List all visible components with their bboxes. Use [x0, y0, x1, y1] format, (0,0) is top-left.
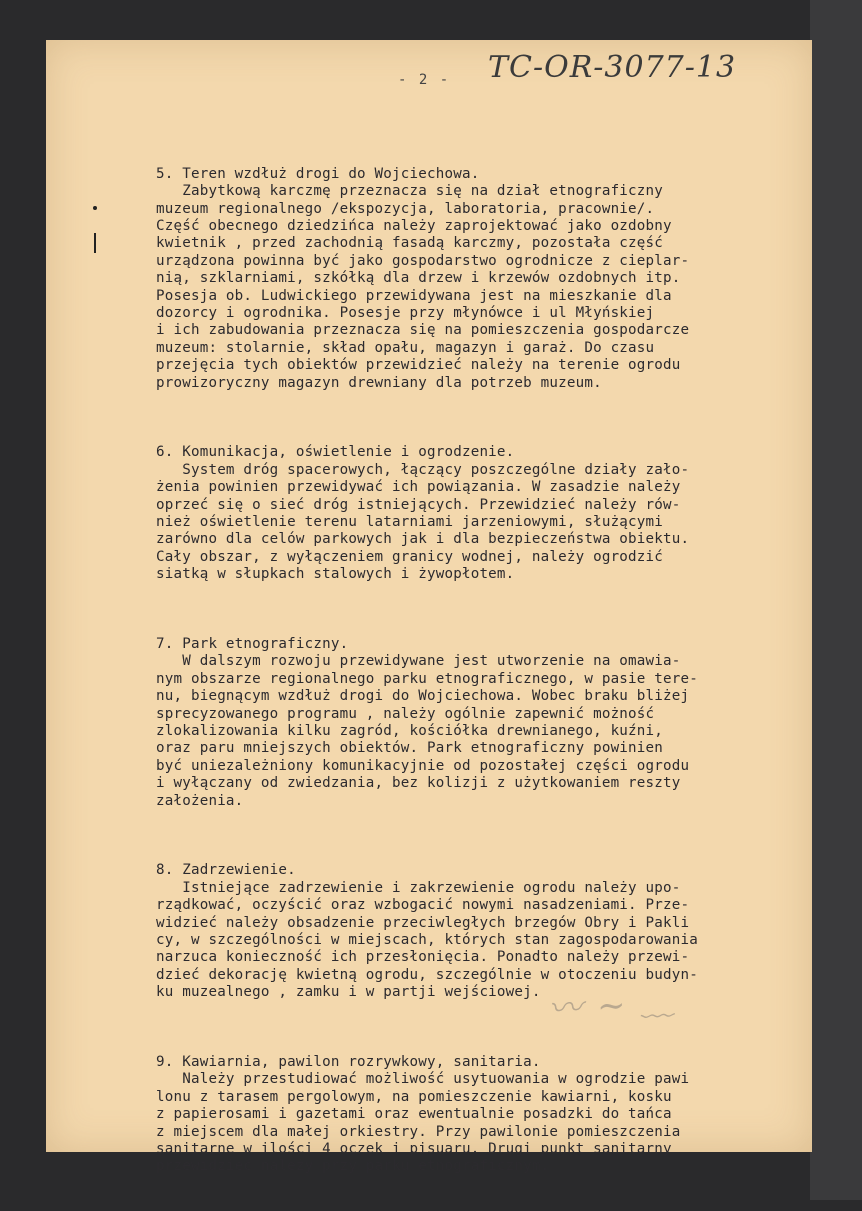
- document-line: nym obszarze regionalnego parku etnograficznego, w pasie tere-: [156, 670, 698, 687]
- document-line: Zabytkową karczmę przeznacza się na dział etnograficzny: [156, 183, 664, 200]
- document-line: widzieć należy obsadzenie przeciwległych brzegów Obry i Pakli: [156, 914, 690, 931]
- document-line: ku muzealnego , zamku i w partji wejściowej.: [156, 984, 541, 1001]
- document-line: W dalszym rozwoju przewidywane jest utworzenie na omawia-: [156, 653, 681, 670]
- document-line: rządkować, oczyścić oraz wzbogacić nowymi nasadzeniami. Prze-: [156, 897, 690, 914]
- section-5: [156, 166, 810, 392]
- document-line: sanitarne w ilości 4 oczek i pisuaru. Drugi punkt sanitarny: [156, 1140, 672, 1157]
- document-line: Istniejące zadrzewienie i zakrzewienie ogrodu należy upo-: [156, 879, 681, 896]
- section-9: [156, 1054, 810, 1176]
- document-line: nież oświetlenie terenu latarniami jarzeniowymi, służącymi: [156, 514, 664, 531]
- section-7: [156, 636, 810, 810]
- document-line: lonu z tarasem pergolowym, na pomieszczenie kawiarni, kosku: [156, 1088, 672, 1105]
- document-line: urządzona powinna być jako gospodarstwo ogrodnicze z cieplar-: [156, 252, 690, 269]
- document-line: narzuca konieczność ich przesłonięcia. Ponadto należy przewi-: [156, 949, 690, 966]
- document-line: 7. Park etnograficzny.: [156, 635, 349, 652]
- document-line: 9. Kawiarnia, pawilon rozrywkowy, sanitaria.: [156, 1053, 541, 1070]
- document-line: i wyłączany od zwiedzania, bez kolizji z użytkowaniem reszty: [156, 775, 681, 792]
- scan-background-edge: [810, 0, 862, 1200]
- document-line: być uniezależniony komunikacyjnie od pozostałej części ogrodu: [156, 757, 690, 774]
- document-line: nią, szklarniami, szkółką dla drzew i krzewów ozdobnych itp.: [156, 270, 681, 287]
- document-line: oprzeć się o sieć dróg istniejących. Przewidzieć należy rów-: [156, 496, 681, 513]
- document-line: muzeum regionalnego /ekspozycja, laboratoria, pracownie/.: [156, 200, 655, 217]
- document-line: 8. Zadrzewienie.: [156, 862, 296, 879]
- document-line: dozorcy i ogrodnika. Posesje przy młynówce i ul Młyńskiej: [156, 305, 655, 322]
- section-8: [156, 862, 810, 1001]
- document-line: dzieć dekorację kwietną ogrodu, szczególnie w otoczeniu budyn-: [156, 966, 698, 983]
- document-line: zlokalizowania kilku zagród, kościółka drewnianego, kuźni,: [156, 723, 664, 739]
- document-line: i ich zabudowania przeznacza się na pomieszczenia gospodarcze: [156, 322, 690, 339]
- section-6: [156, 444, 810, 583]
- margin-ink-mark: [94, 233, 96, 253]
- document-line: muzeum: stolarnie, skład opału, magazyn i garaż. Do czasu: [156, 339, 655, 356]
- document-line: założenia.: [156, 792, 244, 809]
- document-line: Część obecnego dziedzińca należy zaprojektować jako ozdobny: [156, 218, 672, 235]
- page-number: - 2 -: [398, 72, 451, 88]
- document-line: prowizoryczny magazyn drewniany dla potrzeb muzeum.: [156, 374, 602, 391]
- document-line: cy, w szczególności w miejscach, których stan zagospodarowania: [156, 931, 698, 948]
- document-body: [156, 131, 810, 1211]
- document-line: Posesja ob. Ludwickiego przewidywana jest na mieszkanie dla: [156, 287, 672, 304]
- document-line: kwietnik , przed zachodnią fasadą karczmy, pozostała część: [156, 235, 664, 252]
- document-line: System dróg spacerowych, łączący poszczególne działy zało-: [156, 461, 690, 478]
- document-line: z papierosami i gazetami oraz ewentualnie posadzki do tańca: [156, 1106, 672, 1123]
- handwritten-reference: TC-OR-3077-13: [488, 50, 737, 85]
- document-line: sprecyzowanego programu , należy ogólnie zapewnić możność: [156, 705, 655, 722]
- document-line: przejęcia tych obiektów przewidzieć należy na terenie ogrodu: [156, 357, 681, 374]
- document-line: z miejscem dla małej orkiestry. Przy pawilonie pomieszczenia: [156, 1123, 681, 1140]
- document-line: żenia powinien przewidywać ich powiązania. W zasadzie należy: [156, 479, 681, 496]
- document-line: 6. Komunikacja, oświetlenie i ogrodzenie.: [156, 444, 515, 461]
- document-line: 5. Teren wzdłuż drogi do Wojciechowa.: [156, 165, 480, 182]
- document-line: przewidzieć należy przy parku etnograficznym.: [156, 1158, 550, 1175]
- document-line: oraz paru mniejszych obiektów. Park etnograficzny powinien: [156, 740, 664, 757]
- document-line: nu, biegnącym wzdłuż drogi do Wojciechowa. Wobec braku bliżej: [156, 688, 690, 705]
- margin-ink-dot: [93, 206, 97, 210]
- document-line: siatką w słupkach stalowych i żywopłotem.: [156, 566, 515, 583]
- document-line: Należy przestudiować możliwość usytuowania w ogrodzie pawi: [156, 1071, 690, 1088]
- document-line: zarówno dla celów parkowych jak i dla bezpieczeństwa obiektu.: [156, 531, 690, 548]
- faded-signature: 〰︎ ∼ ﹏: [547, 982, 678, 1030]
- document-line: Cały obszar, z wyłączeniem granicy wodnej, należy ogrodzić: [156, 548, 664, 565]
